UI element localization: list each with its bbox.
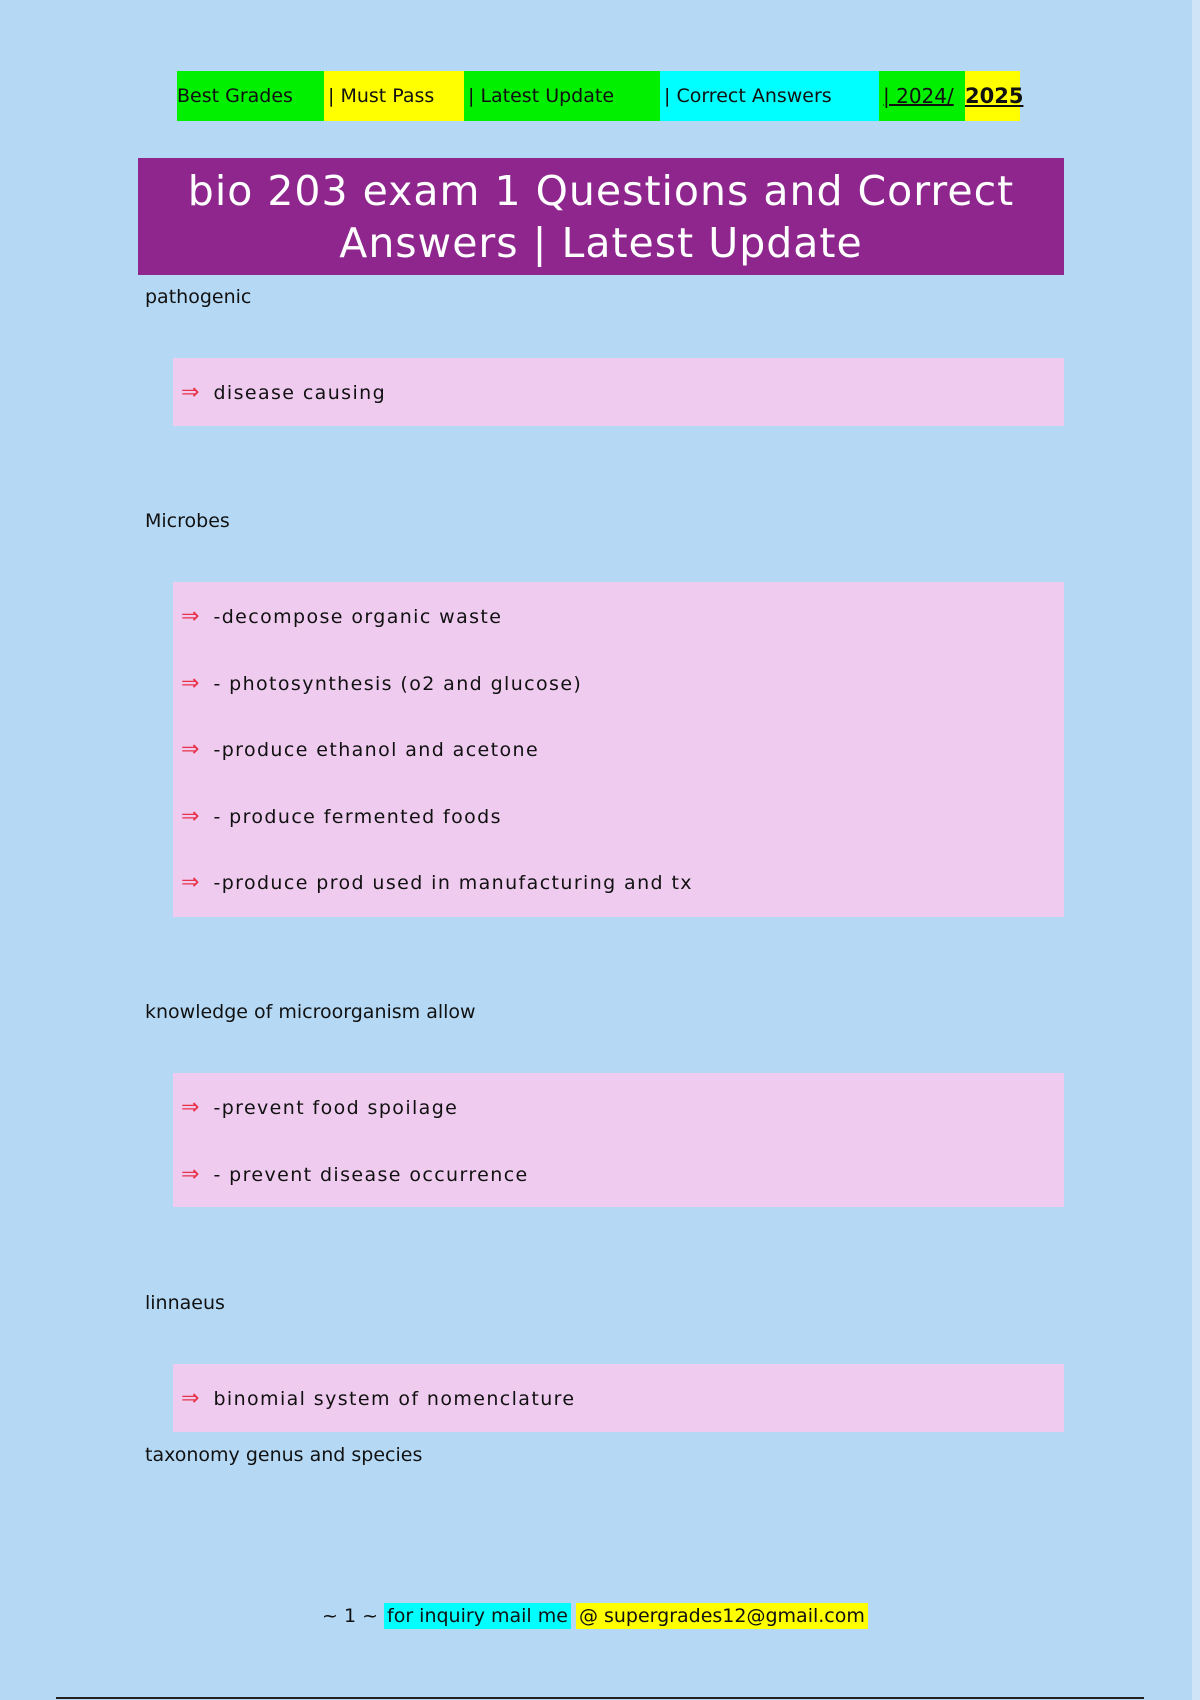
answer-text: - produce fermented foods (213, 805, 502, 828)
answer-row (181, 1095, 458, 1120)
question-text: linnaeus (145, 1292, 225, 1314)
arrow-icon: ⇒ (181, 804, 200, 829)
question-text: taxonomy genus and species (145, 1444, 423, 1466)
banner-correct-answers: | Correct Answers (660, 71, 879, 121)
arrow-icon: ⇒ (181, 1386, 200, 1411)
answer-row (181, 804, 502, 829)
answer-text: - photosynthesis (o2 and glucose) (213, 672, 583, 695)
arrow-icon: ⇒ (181, 737, 200, 762)
answer-row (181, 1162, 529, 1187)
answer-row (181, 604, 502, 629)
footer-divider (56, 1697, 1144, 1699)
arrow-icon: ⇒ (181, 380, 200, 405)
arrow-icon: ⇒ (181, 671, 200, 696)
banner-latest-update: | Latest Update (464, 71, 660, 121)
answer-text: -produce ethanol and acetone (213, 738, 540, 761)
answer-row (181, 671, 582, 696)
question-text: pathogenic (145, 286, 252, 308)
answer-text: - prevent disease occurrence (213, 1163, 529, 1186)
arrow-icon: ⇒ (181, 604, 200, 629)
answer-text: -decompose organic waste (213, 605, 503, 628)
answer-row (181, 380, 386, 405)
answer-row (181, 1386, 576, 1411)
answer-row (181, 870, 693, 895)
answer-text: -prevent food spoilage (213, 1096, 459, 1119)
arrow-icon: ⇒ (181, 1095, 200, 1120)
answer-box (173, 582, 1064, 917)
answer-text: disease causing (213, 381, 387, 404)
document-title: bio 203 exam 1 Questions and Correct Answers | Latest Update (138, 158, 1064, 275)
question-text: Microbes (145, 510, 230, 532)
banner-year-end: 2025 (965, 71, 1020, 121)
arrow-icon: ⇒ (181, 870, 200, 895)
banner-must-pass: | Must Pass (324, 71, 464, 121)
answer-text: binomial system of nomenclature (213, 1387, 576, 1410)
inquiry-text: for inquiry mail me (384, 1603, 571, 1629)
page-number: ~ 1 ~ (322, 1605, 379, 1627)
question-text: knowledge of microorganism allow (145, 1001, 476, 1023)
answer-box (173, 1073, 1064, 1207)
banner-year-start: | 2024/ (879, 71, 965, 121)
page-footer (322, 1601, 868, 1631)
contact-email-link[interactable]: @ supergrades12@gmail.com (576, 1603, 868, 1629)
page-edge (1192, 0, 1200, 1700)
header-banner (177, 71, 1024, 121)
answer-box (173, 358, 1064, 426)
answer-text: -produce prod used in manufacturing and tx (213, 871, 693, 894)
answer-box (173, 1364, 1064, 1432)
banner-best-grades: Best Grades (177, 71, 324, 121)
arrow-icon: ⇒ (181, 1162, 200, 1187)
answer-row (181, 737, 539, 762)
